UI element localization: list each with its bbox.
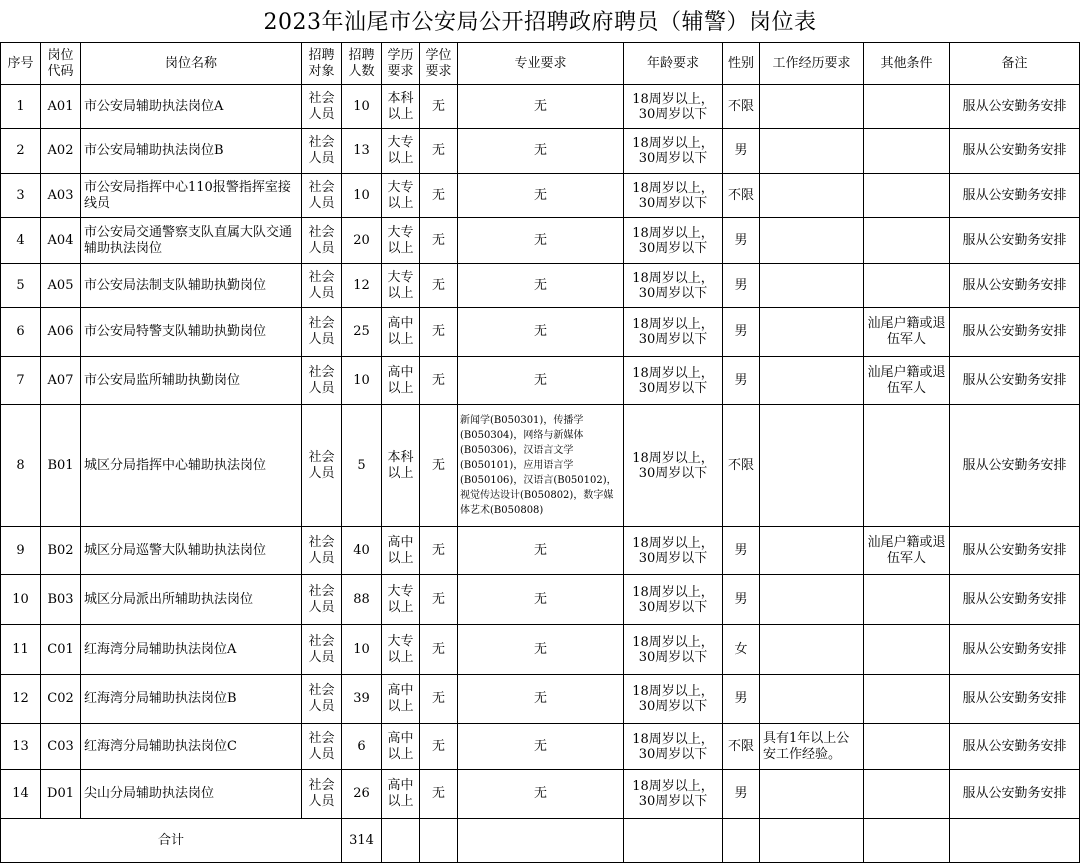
cell-age: 18周岁以上，30周岁以下	[624, 527, 723, 575]
cell-gender: 男	[723, 675, 760, 724]
cell-edu: 高中以上	[382, 675, 420, 724]
cell-count: 10	[342, 174, 382, 218]
cell-other	[864, 405, 950, 527]
cell-seq: 1	[1, 85, 41, 129]
cell-name: 市公安局指挥中心110报警指挥室接线员	[81, 174, 302, 218]
cell-name: 市公安局法制支队辅助执勤岗位	[81, 264, 302, 308]
cell-count: 10	[342, 625, 382, 675]
cell-seq: 4	[1, 218, 41, 264]
cell-major: 无	[458, 174, 624, 218]
cell-target: 社会人员	[302, 174, 342, 218]
header-note: 备注	[950, 43, 1080, 85]
cell-age: 18周岁以上，30周岁以下	[624, 85, 723, 129]
cell-note: 服从公安勤务安排	[950, 770, 1080, 819]
cell-other	[864, 129, 950, 174]
cell-age: 18周岁以上，30周岁以下	[624, 625, 723, 675]
cell-edu: 大专以上	[382, 264, 420, 308]
cell-age: 18周岁以上，30周岁以下	[624, 308, 723, 357]
header-major: 专业要求	[458, 43, 624, 85]
table-row	[1, 527, 1080, 575]
cell-exp	[760, 218, 864, 264]
cell-major: 无	[458, 575, 624, 625]
cell-gender: 男	[723, 308, 760, 357]
cell-code: A01	[41, 85, 81, 129]
table-row	[1, 129, 1080, 174]
cell-code: A07	[41, 357, 81, 405]
cell-name: 尖山分局辅助执法岗位	[81, 770, 302, 819]
cell-code: B03	[41, 575, 81, 625]
cell-count: 25	[342, 308, 382, 357]
cell-other: 汕尾户籍或退伍军人	[864, 527, 950, 575]
cell-exp	[760, 85, 864, 129]
cell-major: 无	[458, 264, 624, 308]
cell-edu: 本科以上	[382, 405, 420, 527]
cell-name: 市公安局特警支队辅助执勤岗位	[81, 308, 302, 357]
cell-edu: 高中以上	[382, 527, 420, 575]
cell-seq: 14	[1, 770, 41, 819]
cell-degree: 无	[420, 218, 458, 264]
cell-other	[864, 174, 950, 218]
cell-count: 26	[342, 770, 382, 819]
cell-age: 18周岁以上，30周岁以下	[624, 405, 723, 527]
cell-code: A04	[41, 218, 81, 264]
cell-exp	[760, 405, 864, 527]
cell-major: 无	[458, 770, 624, 819]
cell-edu: 大专以上	[382, 575, 420, 625]
cell-exp	[760, 625, 864, 675]
cell-target: 社会人员	[302, 724, 342, 770]
cell-other	[864, 218, 950, 264]
cell-degree: 无	[420, 405, 458, 527]
header-exp: 工作经历要求	[760, 43, 864, 85]
cell-code: C03	[41, 724, 81, 770]
cell-other	[864, 724, 950, 770]
cell-age: 18周岁以上，30周岁以下	[624, 129, 723, 174]
table-row	[1, 575, 1080, 625]
cell-exp	[760, 527, 864, 575]
cell-note: 服从公安勤务安排	[950, 85, 1080, 129]
cell-target: 社会人员	[302, 218, 342, 264]
cell-target: 社会人员	[302, 85, 342, 129]
cell-gender: 男	[723, 527, 760, 575]
cell-count: 13	[342, 129, 382, 174]
cell-count: 12	[342, 264, 382, 308]
cell-name: 城区分局派出所辅助执法岗位	[81, 575, 302, 625]
cell-count: 10	[342, 85, 382, 129]
cell-degree: 无	[420, 308, 458, 357]
cell-seq: 11	[1, 625, 41, 675]
cell-gender: 不限	[723, 724, 760, 770]
cell-seq: 12	[1, 675, 41, 724]
cell-count: 5	[342, 405, 382, 527]
cell-exp	[760, 770, 864, 819]
cell-target: 社会人员	[302, 308, 342, 357]
header-count: 招聘人数	[342, 43, 382, 85]
cell-target: 社会人员	[302, 770, 342, 819]
cell-note: 服从公安勤务安排	[950, 625, 1080, 675]
cell-seq: 3	[1, 174, 41, 218]
cell-edu: 高中以上	[382, 770, 420, 819]
cell-age: 18周岁以上，30周岁以下	[624, 724, 723, 770]
cell-gender: 男	[723, 575, 760, 625]
cell-count: 6	[342, 724, 382, 770]
cell-name: 市公安局辅助执法岗位A	[81, 85, 302, 129]
cell-code: C02	[41, 675, 81, 724]
cell-edu: 大专以上	[382, 129, 420, 174]
cell-major: 无	[458, 675, 624, 724]
table-row	[1, 770, 1080, 819]
header-seq: 序号	[1, 43, 41, 85]
cell-edu: 大专以上	[382, 218, 420, 264]
cell-count: 88	[342, 575, 382, 625]
cell-note: 服从公安勤务安排	[950, 264, 1080, 308]
cell-age: 18周岁以上，30周岁以下	[624, 357, 723, 405]
cell-edu: 高中以上	[382, 308, 420, 357]
cell-name: 红海湾分局辅助执法岗位C	[81, 724, 302, 770]
cell-note: 服从公安勤务安排	[950, 308, 1080, 357]
header-name: 岗位名称	[81, 43, 302, 85]
cell-other: 汕尾户籍或退伍军人	[864, 357, 950, 405]
cell-note: 服从公安勤务安排	[950, 129, 1080, 174]
cell-count: 40	[342, 527, 382, 575]
cell-name: 市公安局辅助执法岗位B	[81, 129, 302, 174]
cell-major: 无	[458, 625, 624, 675]
header-age: 年龄要求	[624, 43, 723, 85]
cell-exp	[760, 357, 864, 405]
cell-target: 社会人员	[302, 405, 342, 527]
cell-age: 18周岁以上，30周岁以下	[624, 675, 723, 724]
cell-age: 18周岁以上，30周岁以下	[624, 174, 723, 218]
cell-other	[864, 85, 950, 129]
cell-degree: 无	[420, 85, 458, 129]
cell-name: 城区分局巡警大队辅助执法岗位	[81, 527, 302, 575]
cell-seq: 5	[1, 264, 41, 308]
cell-other	[864, 264, 950, 308]
table-row	[1, 264, 1080, 308]
cell-other	[864, 675, 950, 724]
cell-other: 汕尾户籍或退伍军人	[864, 308, 950, 357]
cell-note: 服从公安勤务安排	[950, 174, 1080, 218]
cell-exp: 具有1年以上公安工作经验。	[760, 724, 864, 770]
cell-note: 服从公安勤务安排	[950, 405, 1080, 527]
cell-age: 18周岁以上，30周岁以下	[624, 218, 723, 264]
cell-exp	[760, 675, 864, 724]
cell-note: 服从公安勤务安排	[950, 218, 1080, 264]
header-edu: 学历要求	[382, 43, 420, 85]
cell-gender: 不限	[723, 405, 760, 527]
cell-major: 无	[458, 724, 624, 770]
cell-gender: 男	[723, 218, 760, 264]
cell-degree: 无	[420, 129, 458, 174]
cell-major: 无	[458, 357, 624, 405]
cell-major: 无	[458, 129, 624, 174]
cell-degree: 无	[420, 174, 458, 218]
header-degree: 学位要求	[420, 43, 458, 85]
cell-code: B01	[41, 405, 81, 527]
cell-target: 社会人员	[302, 625, 342, 675]
total-label: 合计	[1, 819, 342, 863]
cell-seq: 9	[1, 527, 41, 575]
total-count: 314	[342, 819, 382, 863]
cell-target: 社会人员	[302, 575, 342, 625]
header-other: 其他条件	[864, 43, 950, 85]
cell-major: 无	[458, 527, 624, 575]
cell-seq: 8	[1, 405, 41, 527]
cell-degree: 无	[420, 675, 458, 724]
table-row	[1, 625, 1080, 675]
cell-exp	[760, 575, 864, 625]
cell-gender: 男	[723, 129, 760, 174]
cell-major: 无	[458, 308, 624, 357]
cell-seq: 2	[1, 129, 41, 174]
cell-other	[864, 575, 950, 625]
cell-age: 18周岁以上，30周岁以下	[624, 264, 723, 308]
cell-target: 社会人员	[302, 129, 342, 174]
table-header-row	[1, 43, 1080, 85]
cell-gender: 男	[723, 357, 760, 405]
cell-count: 20	[342, 218, 382, 264]
cell-degree: 无	[420, 770, 458, 819]
total-row	[1, 819, 1080, 863]
cell-edu: 大专以上	[382, 174, 420, 218]
header-target: 招聘对象	[302, 43, 342, 85]
cell-degree: 无	[420, 724, 458, 770]
table-row	[1, 357, 1080, 405]
cell-code: A02	[41, 129, 81, 174]
cell-name: 市公安局监所辅助执勤岗位	[81, 357, 302, 405]
cell-name: 城区分局指挥中心辅助执法岗位	[81, 405, 302, 527]
table-row	[1, 174, 1080, 218]
cell-degree: 无	[420, 264, 458, 308]
cell-gender: 不限	[723, 174, 760, 218]
cell-age: 18周岁以上，30周岁以下	[624, 575, 723, 625]
cell-count: 39	[342, 675, 382, 724]
page-title: 2023年汕尾市公安局公开招聘政府聘员（辅警）岗位表	[263, 10, 817, 35]
cell-name: 红海湾分局辅助执法岗位A	[81, 625, 302, 675]
cell-code: B02	[41, 527, 81, 575]
cell-code: A03	[41, 174, 81, 218]
positions-table	[0, 42, 1080, 863]
cell-target: 社会人员	[302, 675, 342, 724]
header-code: 岗位代码	[41, 43, 81, 85]
table-row	[1, 724, 1080, 770]
cell-other	[864, 770, 950, 819]
cell-gender: 男	[723, 264, 760, 308]
cell-seq: 13	[1, 724, 41, 770]
cell-code: A05	[41, 264, 81, 308]
table-row	[1, 405, 1080, 527]
cell-note: 服从公安勤务安排	[950, 724, 1080, 770]
cell-name: 市公安局交通警察支队直属大队交通辅助执法岗位	[81, 218, 302, 264]
cell-code: C01	[41, 625, 81, 675]
cell-note: 服从公安勤务安排	[950, 675, 1080, 724]
cell-count: 10	[342, 357, 382, 405]
table-row	[1, 308, 1080, 357]
cell-edu: 高中以上	[382, 357, 420, 405]
cell-other	[864, 625, 950, 675]
cell-target: 社会人员	[302, 264, 342, 308]
cell-exp	[760, 174, 864, 218]
cell-gender: 女	[723, 625, 760, 675]
cell-seq: 6	[1, 308, 41, 357]
cell-degree: 无	[420, 527, 458, 575]
cell-age: 18周岁以上，30周岁以下	[624, 770, 723, 819]
table-row	[1, 675, 1080, 724]
cell-exp	[760, 129, 864, 174]
cell-degree: 无	[420, 625, 458, 675]
cell-major: 无	[458, 218, 624, 264]
table-row	[1, 85, 1080, 129]
cell-name: 红海湾分局辅助执法岗位B	[81, 675, 302, 724]
cell-gender: 不限	[723, 85, 760, 129]
cell-degree: 无	[420, 575, 458, 625]
cell-note: 服从公安勤务安排	[950, 527, 1080, 575]
cell-exp	[760, 264, 864, 308]
cell-note: 服从公安勤务安排	[950, 575, 1080, 625]
cell-code: A06	[41, 308, 81, 357]
cell-degree: 无	[420, 357, 458, 405]
cell-target: 社会人员	[302, 357, 342, 405]
cell-edu: 大专以上	[382, 625, 420, 675]
cell-major: 新闻学(B050301)，传播学(B050304)，网络与新媒体(B050306)，汉语言文学(B050101)，应用语言学(B050106)，汉语言(B050102)，视觉传达设计(B050802)，数字媒体艺术(B050808)	[458, 405, 624, 527]
cell-major: 无	[458, 85, 624, 129]
cell-code: D01	[41, 770, 81, 819]
cell-seq: 7	[1, 357, 41, 405]
cell-exp	[760, 308, 864, 357]
cell-seq: 10	[1, 575, 41, 625]
header-gender: 性别	[723, 43, 760, 85]
cell-target: 社会人员	[302, 527, 342, 575]
cell-note: 服从公安勤务安排	[950, 357, 1080, 405]
cell-edu: 高中以上	[382, 724, 420, 770]
cell-gender: 男	[723, 770, 760, 819]
table-row	[1, 218, 1080, 264]
cell-edu: 本科以上	[382, 85, 420, 129]
